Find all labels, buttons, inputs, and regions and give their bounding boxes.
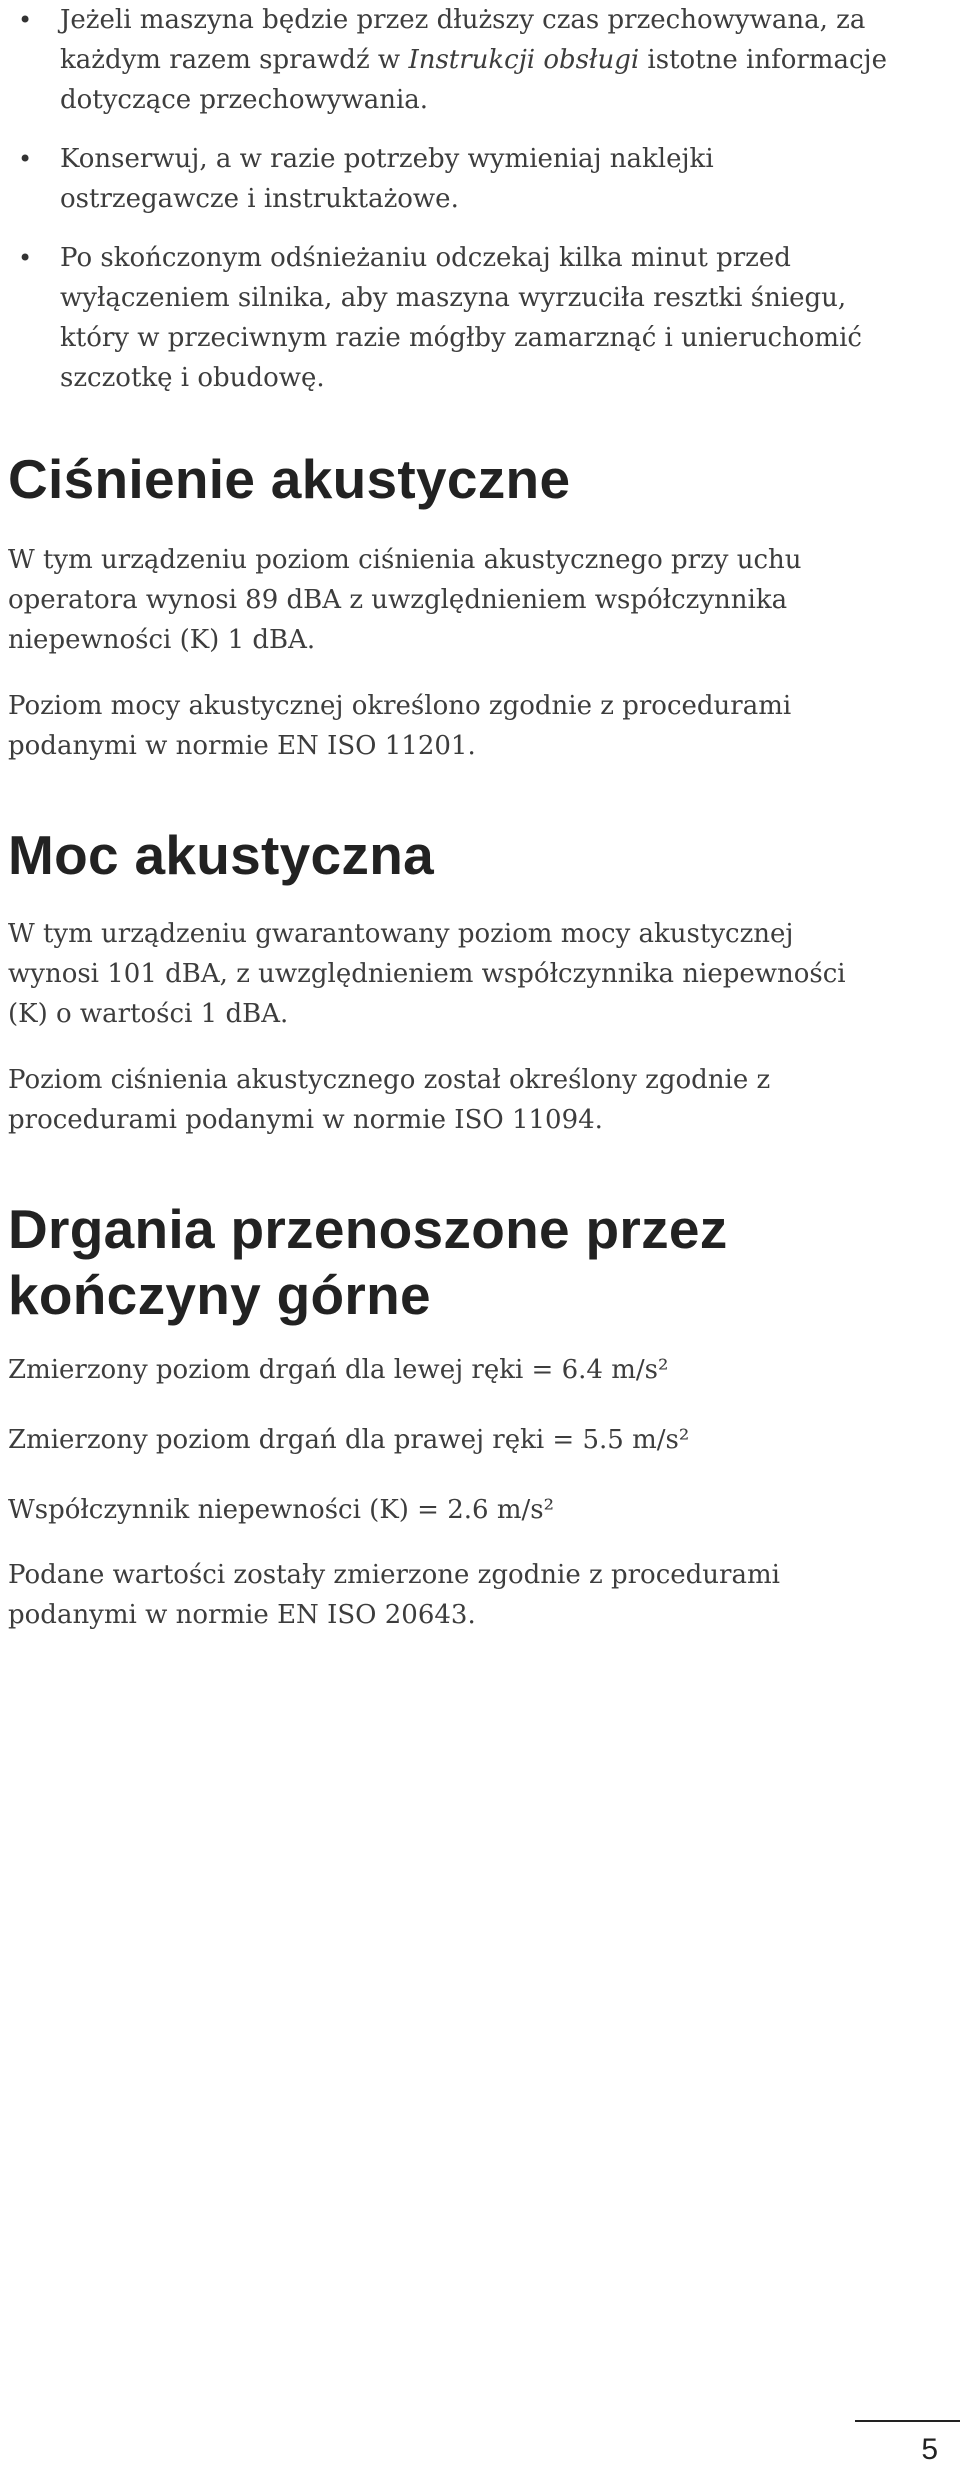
vibration-standard-note: Podane wartości zostały zmierzone zgodnie z procedurami podanymi w normie EN ISO 20643. [8,1560,780,1630]
sound-pressure-paragraph-2: Poziom mocy akustycznej określono zgodnie z procedurami podanymi w normie EN ISO 11201. [8,691,792,761]
heading-hand-arm-vibration: Drgania przenoszone przez kończyny górne [8,1198,728,1326]
bullet-item-snow-clearing [8,238,888,398]
footer-divider [855,2420,960,2422]
bullet-emphasis: Instrukcji obsługi [408,45,640,75]
bullet-icon: • [18,6,33,34]
vibration-left-hand: Zmierzony poziom drgań dla lewej ręki = 6.4 m/s² [8,1355,669,1385]
bullet-text: Po skończonym odśnieżaniu odczekaj kilka minut przed wyłączeniem silnika, aby maszyna wyrzuciła resztki śniegu, który w przeciwnym razie mógłby zamarznąć i unieruchomić szczotkę i obudowę. [60,243,862,393]
bullet-item-storage [8,0,888,120]
page-number: 5 [921,2433,938,2466]
bullet-text-after: istotne informacje dotyczące przechowywania. [60,45,887,115]
vibration-right-hand: Zmierzony poziom drgań dla prawej ręki = 5.5 m/s² [8,1425,690,1455]
bullet-icon: • [18,145,33,173]
sound-power-paragraph-1: W tym urządzeniu gwarantowany poziom mocy akustycznej wynosi 101 dBA, z uwzględnieniem współczynnika niepewności (K) o wartości 1 dBA. [8,919,846,1029]
bullet-text-before: Jeżeli maszyna będzie przez dłuższy czas przechowywana, za każdym razem sprawdź w [60,5,866,75]
maintenance-bullet-list [8,0,888,398]
heading-sound-pressure: Ciśnienie akustyczne [8,448,571,510]
page-content [8,0,888,1630]
bullet-text: Konserwuj, a w razie potrzeby wymieniaj naklejki ostrzegawcze i instruktażowe. [60,144,714,214]
bullet-item-labels [8,139,888,219]
sound-power-paragraph-2: Poziom ciśnienia akustycznego został określony zgodnie z procedurami podanymi w normie ISO 11094. [8,1065,771,1135]
heading-sound-power: Moc akustyczna [8,824,435,886]
vibration-uncertainty: Współczynnik niepewności (K) = 2.6 m/s² [8,1495,554,1525]
sound-pressure-paragraph-1: W tym urządzeniu poziom ciśnienia akustycznego przy uchu operatora wynosi 89 dBA z uwzględnieniem współczynnika niepewności (K) 1 dBA. [8,545,802,655]
bullet-icon: • [18,244,33,272]
